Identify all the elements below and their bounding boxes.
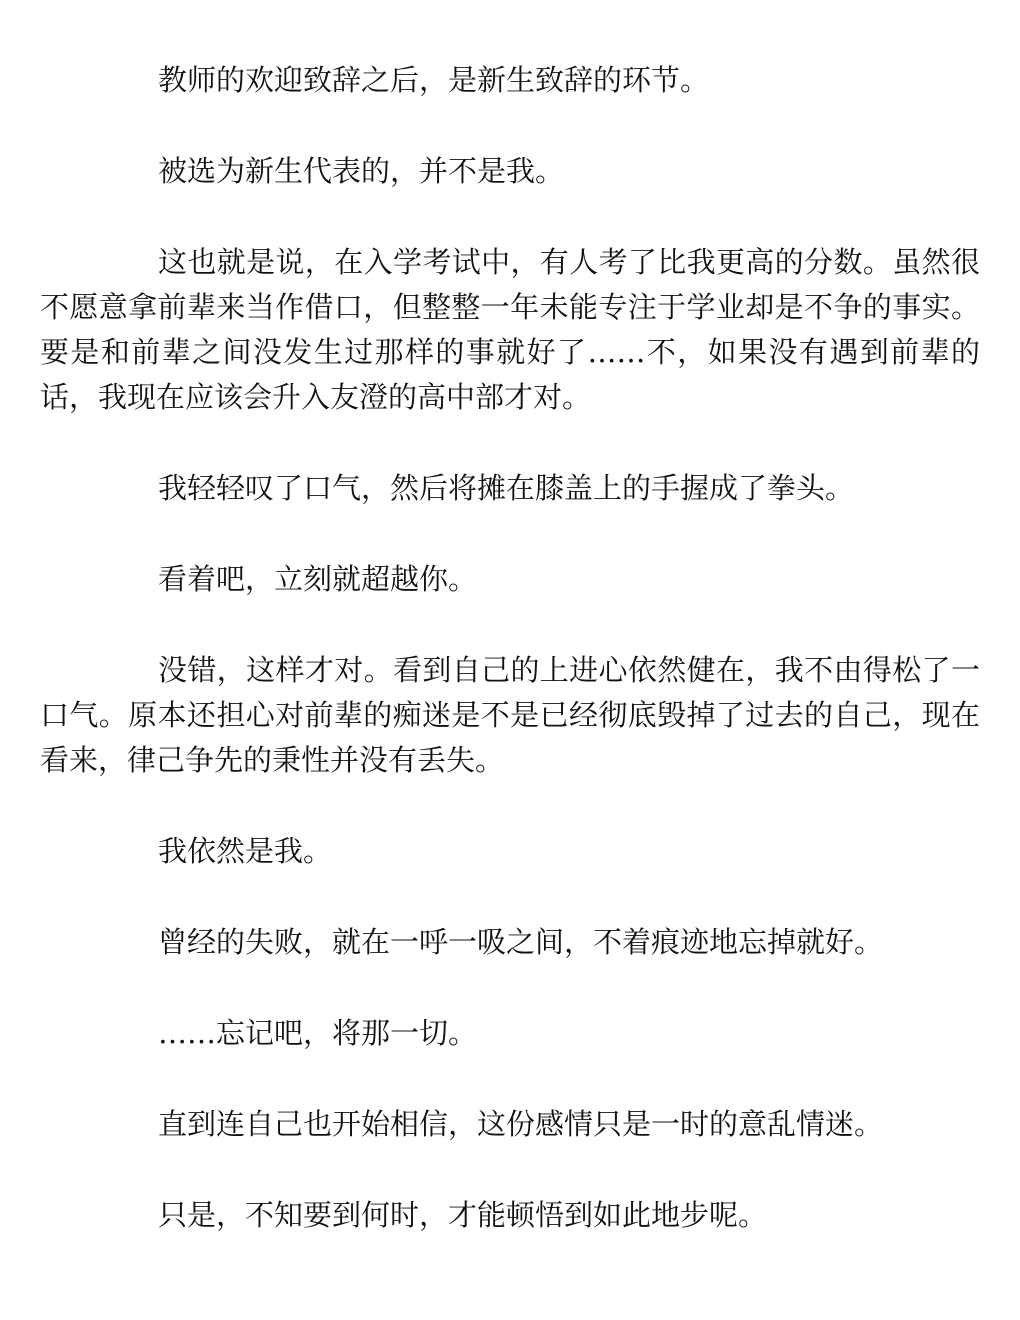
paragraph-8: 曾经的失败，就在一呼一吸之间，不着痕迹地忘掉就好。 [158, 925, 884, 959]
paragraph-6: 没错，这样才对。看到自己的上进心依然健在，我不由得松了一口气。原本还担心对前辈的痴迷是不是已经彻底毁掉了过去的自己，现在看来，律己争先的秉性并没有丢失。 [40, 653, 980, 777]
paragraph-4: 我轻轻叹了口气，然后将摊在膝盖上的手握成了拳头。 [158, 471, 855, 505]
paragraph-10: 直到连自己也开始相信，这份感情只是一时的意乱情迷。 [158, 1107, 884, 1141]
paragraph-9: ……忘记吧，将那一切。 [158, 1016, 478, 1050]
paragraph-7: 我依然是我。 [158, 834, 333, 868]
paragraph-3: 这也就是说，在入学考试中，有人考了比我更高的分数。虽然很不愿意拿前辈来当作借口，但整整一年未能专注于学业却是不争的事实。要是和前辈之间没发生过那样的事就好了……不，如果没有遇到前辈的话，我现在应该会升入友澄的高中部才对。 [40, 245, 980, 414]
paragraph-2: 被选为新生代表的，并不是我。 [158, 154, 565, 188]
paragraph-1: 教师的欢迎致辞之后，是新生致辞的环节。 [158, 63, 710, 97]
paragraph-11: 只是，不知要到何时，才能顿悟到如此地步呢。 [158, 1198, 768, 1232]
document-page [40, 58, 980, 1284]
paragraph-5: 看着吧，立刻就超越你。 [158, 562, 478, 596]
